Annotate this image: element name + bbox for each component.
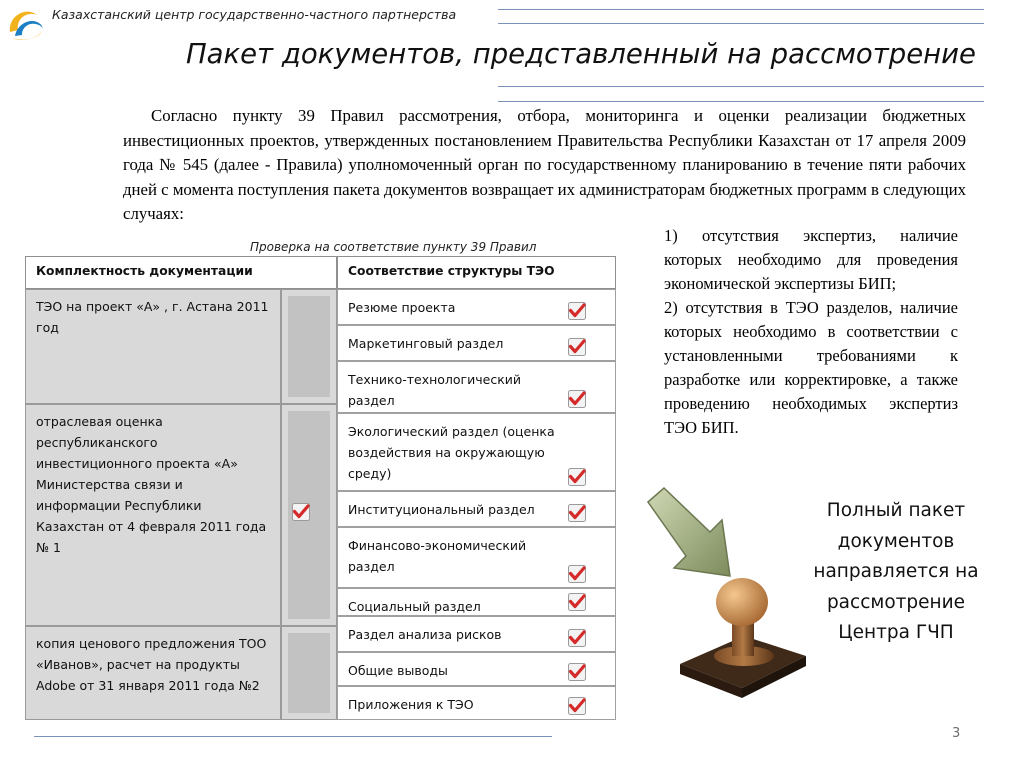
teo-section-row: [337, 325, 616, 361]
left-doc-cell: [25, 626, 281, 720]
teo-section-label: Экологический раздел (оценка воздействия на окружающую среду): [348, 424, 555, 481]
teo-section-label: Институциональный раздел: [348, 502, 535, 517]
left-doc-cell: [25, 404, 281, 626]
teo-section-label: Раздел анализа рисков: [348, 627, 502, 642]
teo-section-row: [337, 588, 616, 616]
left-doc-text: отраслевая оценка республиканского инвестиционного проекта «А» Министерства связи и информации Республики Казахстан от 4 февраля 2011 года № 1: [36, 414, 267, 555]
intro-text: Согласно пункту 39 Правил рассмотрения, отбора, мониторинга и оценки реализации бюджетных инвестиционных проектов, утвержденных постановлением Правительства Республики Казахстан от 17 апреля 2009 года № 545 (далее - Правила) уполномоченный орган по государственному планированию в течение пяти рабочих дней с момента поступления пакета документов возвращает их администраторам бюджетных программ в следующих случаях:: [123, 106, 966, 223]
red-checkmark-icon: [568, 593, 586, 611]
red-checkmark-icon: [292, 503, 310, 521]
check-cell-inner: [288, 296, 330, 397]
teo-section-row: [337, 413, 616, 491]
left-header: Комплектность документации: [25, 256, 337, 289]
teo-section-row: [337, 491, 616, 527]
teo-section-label: Общие выводы: [348, 663, 448, 678]
left-doc-text: ТЭО на проект «А» , г. Астана 2011 год: [36, 299, 269, 335]
teo-section-row: [337, 527, 616, 588]
left-check-cell: [281, 626, 337, 720]
red-checkmark-icon: [568, 629, 586, 647]
requirement-item: 2) отсутствия в ТЭО разделов, наличие которых необходимо в соответствии с установленными требованиями к разработке или корректировке, а также проведению необходимых экспертиз ТЭО БИП.: [664, 298, 958, 437]
final-note: Полный пакет документов направляется на рассмотрение Центра ГЧП: [813, 500, 979, 643]
teo-section-label: Социальный раздел: [348, 599, 481, 614]
red-checkmark-icon: [568, 663, 586, 681]
right-header: Соответствие структуры ТЭО: [337, 256, 616, 289]
left-check-cell: [281, 404, 337, 626]
red-checkmark-icon: [568, 565, 586, 583]
left-doc-text: копия ценового предложения ТОО «Иванов», расчет на продукты Adobe от 31 января 2011 года №2: [36, 636, 267, 693]
teo-section-row: [337, 289, 616, 325]
red-checkmark-icon: [568, 390, 586, 408]
requirements-list: [664, 224, 958, 440]
left-doc-cell: [25, 289, 281, 404]
title-line: [498, 86, 984, 87]
teo-section-row: [337, 361, 616, 413]
header-line: [498, 23, 984, 24]
red-checkmark-icon: [568, 697, 586, 715]
red-checkmark-icon: [568, 302, 586, 320]
teo-section-row: [337, 686, 616, 720]
teo-section-label: Маркетинговый раздел: [348, 336, 504, 351]
organization-name: Казахстанский центр государственно-частного партнерства: [52, 7, 457, 22]
teo-section-label: Приложения к ТЭО: [348, 697, 474, 712]
title-line: [498, 101, 984, 102]
page-number: 3: [952, 726, 961, 741]
kazakhstan-ppp-logo-icon: [4, 2, 48, 46]
teo-section-label: Резюме проекта: [348, 300, 456, 315]
table-caption: Проверка на соответствие пункту 39 Правил: [250, 240, 537, 254]
teo-section-row: [337, 652, 616, 686]
red-checkmark-icon: [568, 504, 586, 522]
page-title: Пакет документов, представленный на рассмотрение: [186, 38, 976, 70]
requirement-item: 1) отсутствия экспертиз, наличие которых необходимо для проведения экономической экспертизы БИП;: [664, 226, 958, 293]
intro-paragraph: [123, 104, 966, 227]
left-check-cell: [281, 289, 337, 404]
header-line: [498, 9, 984, 10]
red-checkmark-icon: [568, 338, 586, 356]
footer-line: [34, 736, 552, 737]
check-cell-inner: [288, 633, 330, 713]
teo-section-row: [337, 616, 616, 652]
teo-section-label: Финансово-экономический раздел: [348, 538, 527, 574]
teo-section-label: Технико-технологический раздел: [348, 372, 521, 408]
wooden-stamp-icon: [660, 560, 810, 710]
red-checkmark-icon: [568, 468, 586, 486]
